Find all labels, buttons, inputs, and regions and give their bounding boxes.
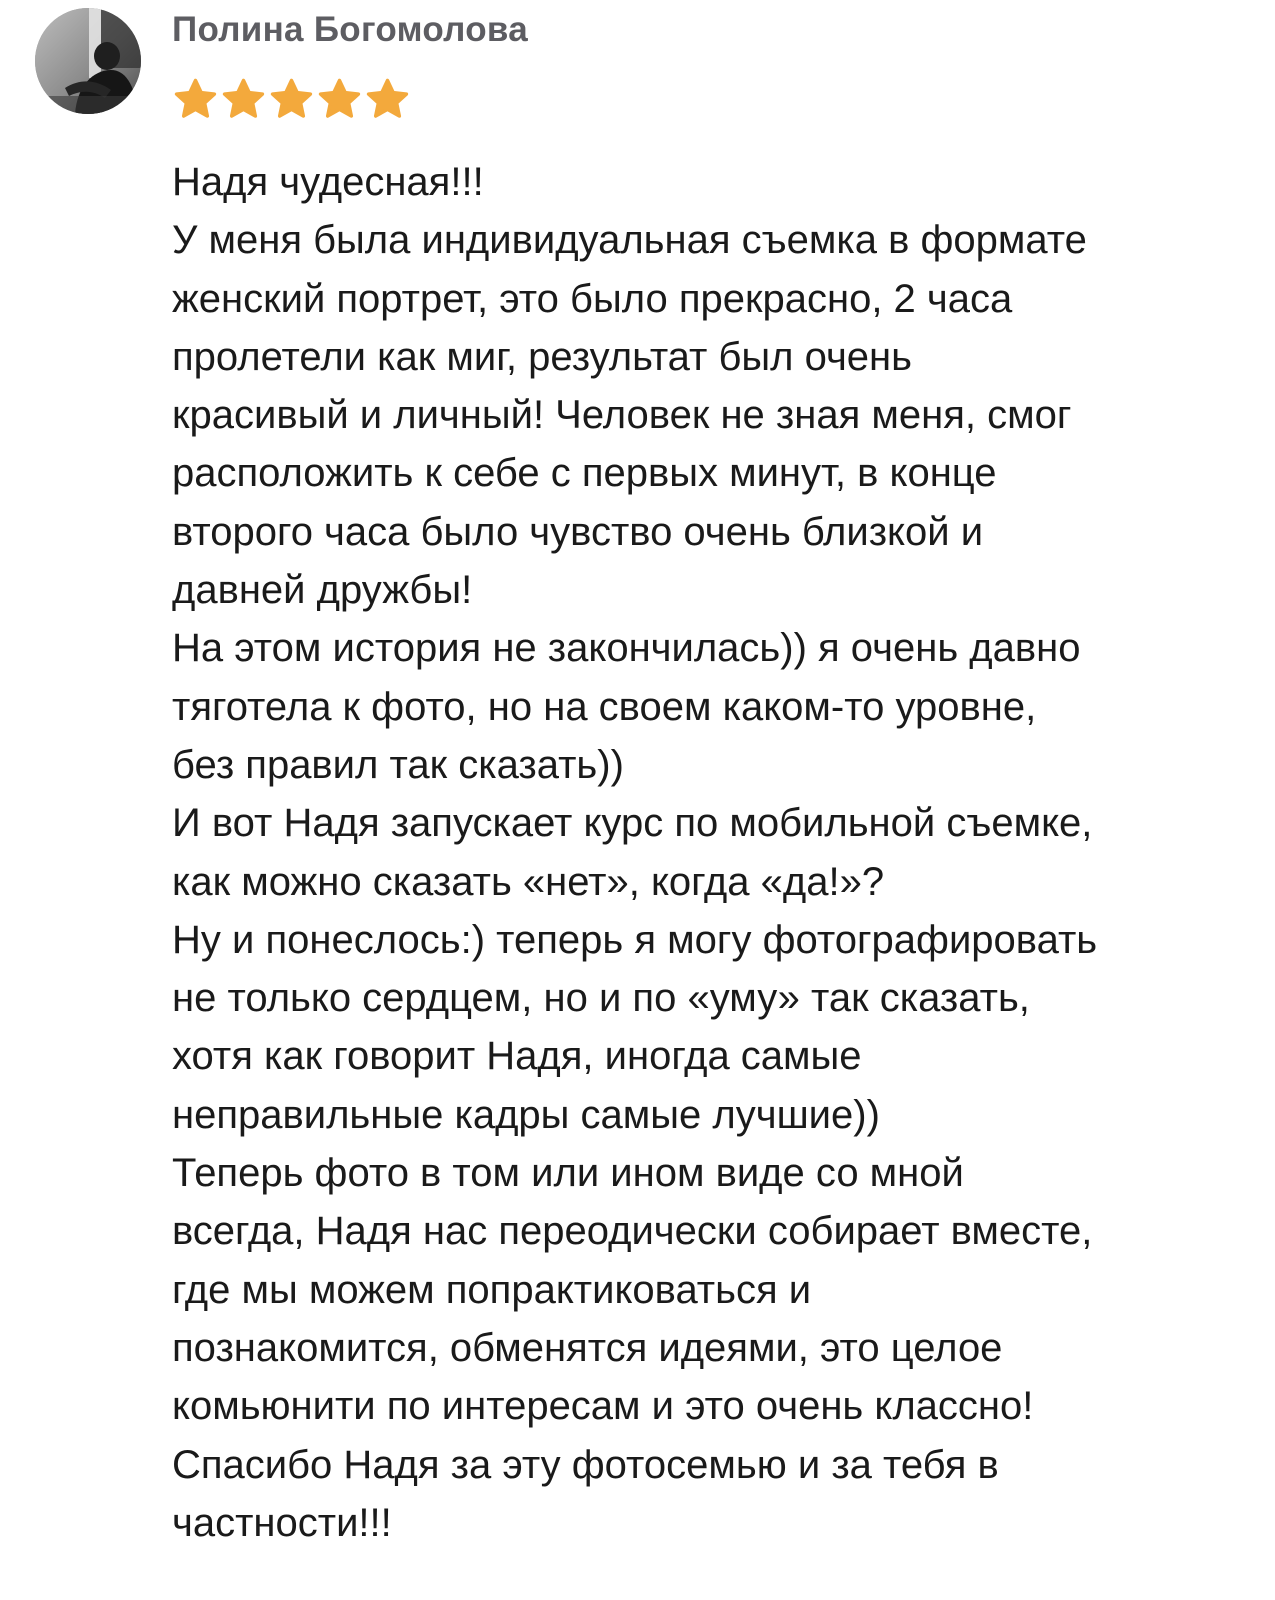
review-text-line: Ну и понеслось:) теперь я могу фотографировать (172, 917, 1098, 962)
review-text-line: второго часа было чувство очень близкой и (172, 509, 984, 554)
star-icon (268, 78, 315, 120)
review-text-line: без правил так сказать)) (172, 742, 624, 787)
review-text-line: пролетели как миг, результат был очень (172, 334, 912, 379)
star-icon (316, 78, 363, 120)
review-text-line: женский портрет, это было прекрасно, 2 часа (172, 276, 1013, 321)
reviewer-name[interactable]: Полина Богомолова (172, 10, 529, 49)
review-text-line: хотя как говорит Надя, иногда самые (172, 1034, 862, 1079)
review-text-line: комьюнити по интересам и это очень классно! (172, 1384, 1034, 1429)
review-text (172, 153, 1262, 1552)
review-text-line: частности!!! (172, 1500, 392, 1545)
review-text-line: На этом история не закончилась)) я очень давно (172, 626, 1081, 671)
review-text-line: не только сердцем, но и по «уму» так сказать, (172, 976, 1030, 1021)
review-text-line: неправильные кадры самые лучшие)) (172, 1092, 880, 1137)
review-text-line: красивый и личный! Человек не зная меня, смог (172, 393, 1072, 438)
review-text-line: где мы можем попрактиковаться и (172, 1267, 812, 1312)
review-text-line: тяготела к фото, но на своем каком-то уровне, (172, 684, 1037, 729)
review-text-line: У меня была индивидуальная съемка в формате (172, 218, 1087, 263)
review-text-line: давней дружбы! (172, 568, 473, 613)
avatar[interactable] (35, 8, 141, 114)
review-text-line: познакомится, обменятся идеями, это целое (172, 1325, 1003, 1370)
star-icon (172, 78, 219, 120)
review-text-line: как можно сказать «нет», когда «да!»? (172, 859, 885, 904)
star-rating (172, 78, 411, 120)
review-text-line: расположить к себе с первых минут, в конце (172, 451, 997, 496)
avatar-photo (35, 8, 141, 114)
review-text-line: И вот Надя запускает курс по мобильной съемке, (172, 801, 1093, 846)
review-text-line: Спасибо Надя за эту фотосемью и за тебя в (172, 1442, 999, 1487)
star-icon (364, 78, 411, 120)
review-text-line: Надя чудесная!!! (172, 160, 484, 204)
review-text-line: всегда, Надя нас переодически собирает вместе, (172, 1209, 1093, 1254)
star-icon (220, 78, 267, 120)
review-text-line: Теперь фото в том или ином виде со мной (172, 1151, 964, 1196)
